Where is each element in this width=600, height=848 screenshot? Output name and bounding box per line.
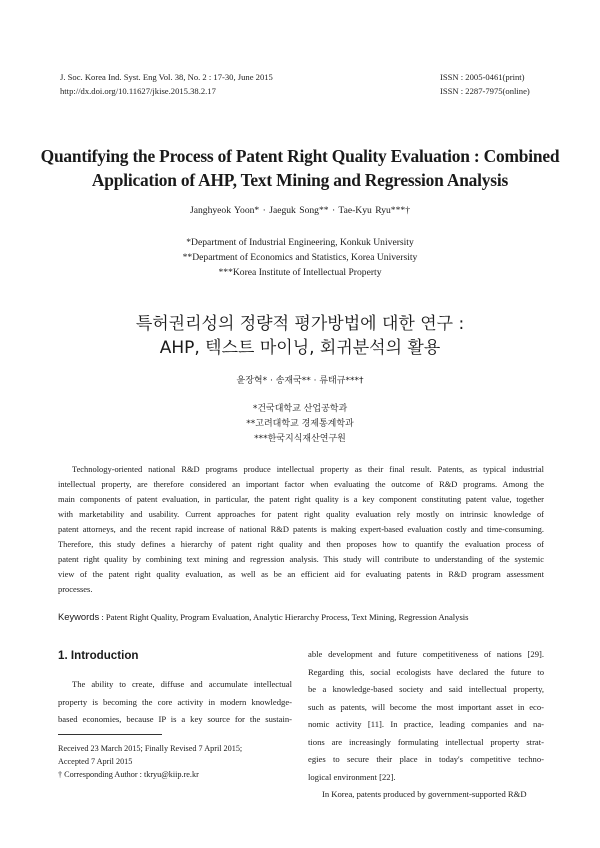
korean-affiliations: [0, 402, 600, 447]
keywords-text: : Patent Right Quality, Program Evaluation, Analytic Hierarchy Process, Text Mining, Regression Analysis: [99, 612, 469, 622]
header-right: [440, 70, 530, 98]
affiliation-en-1: *Department of Industrial Engineering, Konkuk University: [186, 237, 414, 248]
body-line: be a knowledge-based society and said intellectual property,: [308, 684, 544, 694]
body-line: tions are increasingly formulating intellectual property strat-: [308, 736, 544, 747]
affiliation-en-3: ***Korea Institute of Intellectual Property: [218, 267, 382, 278]
body-line: egies to secure their place in today's competitive techno-: [308, 754, 544, 764]
footnote: [58, 742, 242, 781]
body-line: property is becoming the core activity in modern knowledge-: [58, 696, 292, 707]
footnote-received: Received 23 March 2015; Finally Revised 7 April 2015;: [58, 744, 243, 753]
footnote-divider: [58, 734, 162, 735]
header-left: [60, 70, 273, 98]
footnote-corresponding-author: † Corresponding Author : tkryu@kiip.re.kr: [58, 770, 199, 779]
abstract: [58, 462, 544, 597]
body-line: able development and future competitiveness of nations [29].: [308, 649, 544, 659]
doi-link[interactable]: http://dx.doi.org/10.11627/jkise.2015.38.2.17: [60, 86, 216, 96]
body-line: such as patents, will become the most important asset in eco-: [308, 701, 544, 712]
abstract-line: processes.: [58, 584, 93, 594]
right-column: [308, 646, 544, 804]
affiliation-ko-3: ***한국지식재산연구원: [254, 434, 346, 444]
issn-print: ISSN : 2005-0461(print): [440, 72, 525, 82]
abstract-line: patent right quality by combining text mining and regression analysis. This study will contribute to understanding of the systemic: [58, 554, 544, 564]
body-line: Regarding this, social ecologists have declared the future to: [308, 666, 544, 677]
keywords-label: Keywords: [58, 611, 100, 622]
english-authors: Janghyeok Yoon* · Jaeguk Song** · Tae-Kyu Ryu***†: [189, 205, 410, 216]
footnote-accepted: Accepted 7 April 2015: [58, 757, 133, 766]
english-affiliations: [0, 235, 600, 280]
keywords: [58, 611, 469, 622]
issn-online: ISSN : 2287-7975(online): [440, 86, 530, 96]
english-title: [40, 144, 560, 192]
body-line: logical environment [22].: [308, 771, 396, 782]
abstract-line: main components of patent evaluation, in particular, the patent right quality is a key component constituting patent value, together: [58, 494, 544, 504]
abstract-line: patent attorneys, and the recent rapid increase of national R&D patents is making expert-based evaluation costly and time-consuming.: [58, 524, 544, 534]
korean-title-line-2: AHP, 텍스트 마이닝, 회귀분석의 활용: [159, 338, 441, 358]
body-line: based economies, because IP is a key source for the sustain-: [58, 714, 292, 724]
affiliation-ko-1: *건국대학교 산업공학과: [252, 404, 348, 414]
abstract-line: intellectual property, are therefore considered an important factor when evaluating the outcome of R&D programs. Among the: [58, 479, 544, 489]
korean-title-line-1: 특허권리성의 정량적 평가방법에 대한 연구 :: [135, 314, 465, 334]
english-title-line-1: Quantifying the Process of Patent Right Quality Evaluation : Combined: [40, 146, 560, 166]
body-line: The ability to create, diffuse and accumulate intellectual: [72, 679, 292, 689]
korean-title: [40, 312, 560, 360]
korean-authors: 윤장혁* · 송재국** · 류태규***†: [236, 376, 364, 386]
affiliation-en-2: **Department of Economics and Statistics, Korea University: [182, 252, 418, 263]
body-line: In Korea, patents produced by government-supported R&D: [322, 789, 527, 799]
abstract-line: Therefore, this study defines a hierarchy of patent right quality and then proposes how to quantify the evaluation process of: [58, 539, 544, 549]
abstract-line: Technology-oriented national R&D programs produce intellectual property as their final result. Patents, as typical industrial: [72, 464, 544, 474]
affiliation-ko-2: **고려대학교 경제통계학과: [246, 419, 354, 429]
journal-citation: J. Soc. Korea Ind. Syst. Eng Vol. 38, No. 2 : 17-30, June 2015: [60, 72, 273, 82]
body-line: nomic activity [11]. In practice, leading companies and na-: [308, 719, 544, 729]
abstract-line: with marketability and usability. Current approaches for patent right quality evaluation rely mostly on intrinsic knowledge of: [58, 509, 544, 519]
section-heading-introduction: 1. Introduction: [58, 649, 139, 662]
abstract-line: view of the patent right quality evaluation, as well as be an efficient aid for evaluating patents in R&D program assessment: [58, 569, 544, 579]
english-title-line-2: Application of AHP, Text Mining and Regression Analysis: [91, 170, 509, 190]
left-column: [58, 648, 292, 729]
